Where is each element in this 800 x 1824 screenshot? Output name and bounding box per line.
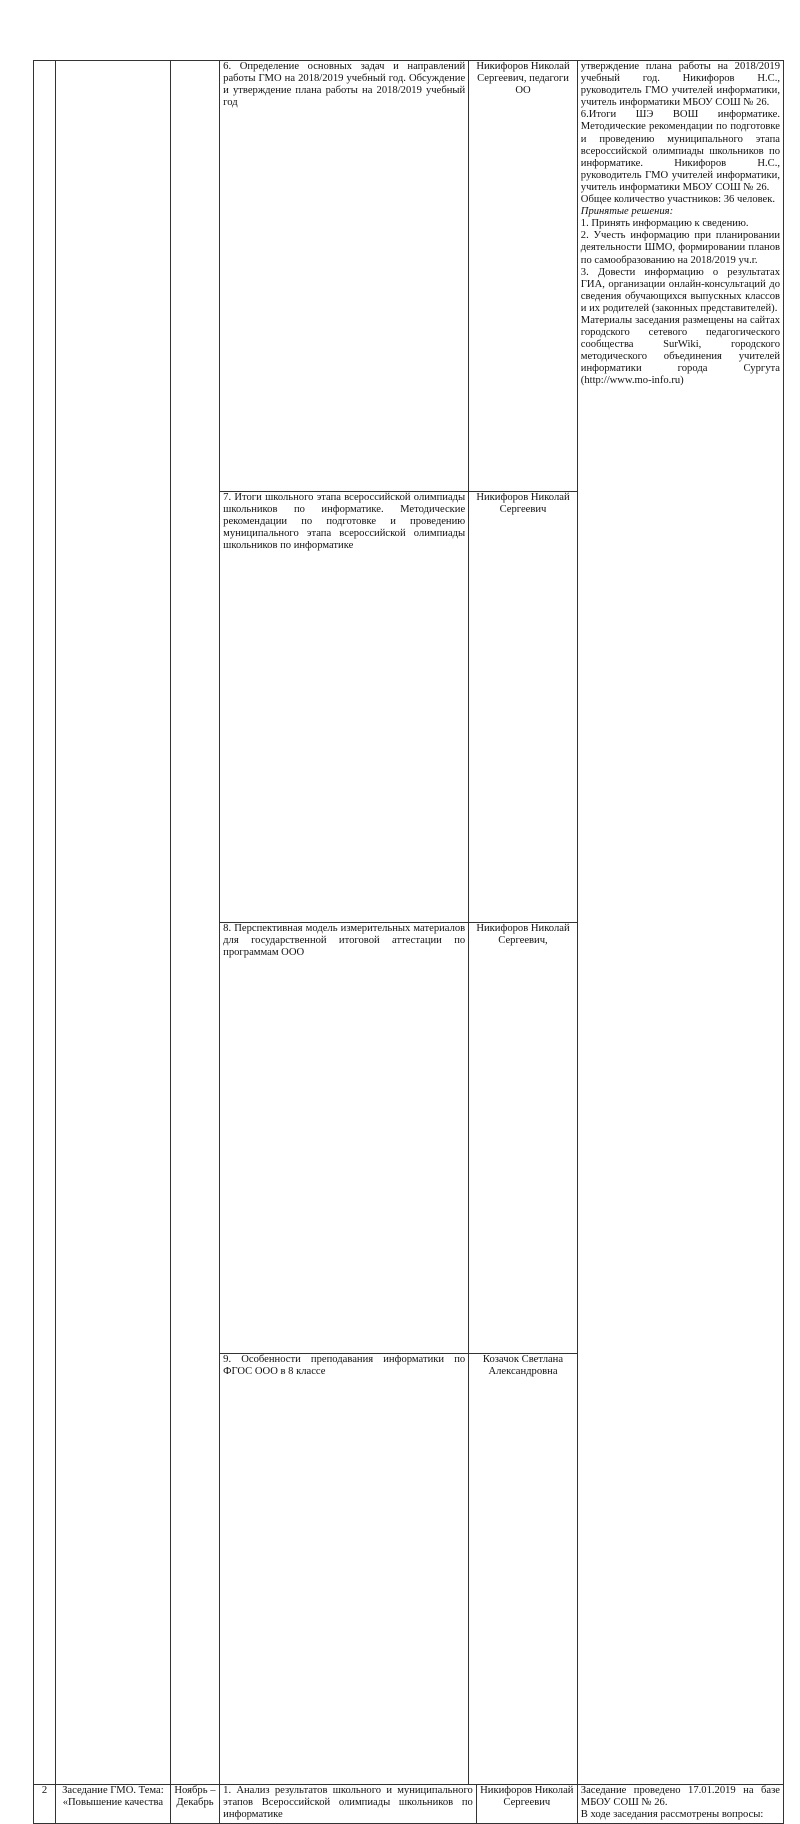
date-cell [170, 61, 219, 1785]
agenda-text: 8. Перспективная модель измерительных материалов для государственной итоговой аттестации по программам ООО [220, 923, 469, 1354]
date-cell: Ноябрь – Декабрь [170, 1785, 219, 1824]
result-paragraph: Общее количество участников: 36 человек. [580, 194, 776, 206]
agenda-responsible: Козачок Светлана Александровна [482, 1354, 564, 1378]
agenda-subtable-cell [220, 61, 578, 1785]
table-row [34, 1785, 784, 1824]
topic-cell: Заседание ГМО. Тема: «Повышение качества [56, 1785, 171, 1824]
meeting-plan-table [33, 60, 784, 1824]
agenda-text: 6. Определение основных задач и направлений работы ГМО на 2018/2019 учебный год. Обсуждение и утверждение плана работы на 2018/2019 учебный год [220, 61, 469, 492]
row-number-cell [34, 61, 56, 1785]
agenda-responsible: Никифоров Николай Сергеевич, педагоги ОО [469, 61, 577, 492]
agenda-text: 7. Итоги школьного этапа всероссийской олимпиады школьников по информатике. Методические рекомендации по подготовке и проведению муниципального этапа всероссийской олимпиады школьников по информатике [220, 492, 469, 923]
agenda-text: 1. Анализ результатов школьного и муниципального этапов Всероссийской олимпиады школьников по информатике [220, 1785, 477, 1824]
agenda-subtable [220, 61, 577, 1784]
decision-item: 3. Довести информацию о результатах ГИА, организации онлайн-консультаций до сведения обучающихся выпускных классов и их родителей (законных представителей). [580, 266, 780, 314]
result-cell [577, 1785, 783, 1824]
table-row [34, 61, 784, 1785]
agenda-text: 9. Особенности преподавания информатики по ФГОС ООО в 8 классе [220, 1354, 469, 1785]
result-paragraph: 6.Итоги ШЭ ВОШ информатике. Методические рекомендации по подготовке и проведению муниципального этапа всероссийской олимпиады школьников по информатике. Никифоров Н.С., руководитель ГМО учителей информатики, учитель информатики МБОУ СОШ № 26. [580, 109, 780, 193]
result-cell [577, 61, 783, 1785]
result-paragraph: В ходе заседания рассмотрены вопросы: [580, 1809, 764, 1821]
agenda-item [220, 1354, 577, 1785]
topic-cell [56, 61, 171, 1785]
agenda-responsible: Никифоров Николай Сергеевич, [469, 923, 577, 1354]
result-paragraph: Материалы заседания размещены на сайтах городского сетевого педагогического сообщества SurWiki, городского методического объединения учителей информатики города Сургута (http://www.mo-info.ru) [580, 314, 780, 387]
agenda-item [220, 61, 577, 492]
decision-item: 2. Учесть информацию при планировании деятельности ШМО, формировании планов по самообразованию на 2018/2019 уч.г. [580, 230, 780, 266]
decision-item: 1. Принять информацию к сведению. [580, 218, 749, 230]
result-paragraph: утверждение плана работы на 2018/2019 учебный год. Никифоров Н.С., руководитель ГМО учителей информатики, учитель информатики МБОУ СОШ № 26. [580, 61, 780, 109]
decisions-heading: Принятые решения: [580, 206, 674, 218]
row-number-cell: 2 [34, 1785, 56, 1824]
agenda-responsible: Никифоров Николай Сергеевич [476, 1785, 577, 1824]
agenda-responsible: Никифоров Николай Сергеевич [469, 492, 577, 923]
agenda-item [220, 923, 577, 1354]
result-paragraph: Заседание проведено 17.01.2019 на базе МБОУ СОШ № 26. [580, 1785, 780, 1809]
agenda-item [220, 492, 577, 923]
